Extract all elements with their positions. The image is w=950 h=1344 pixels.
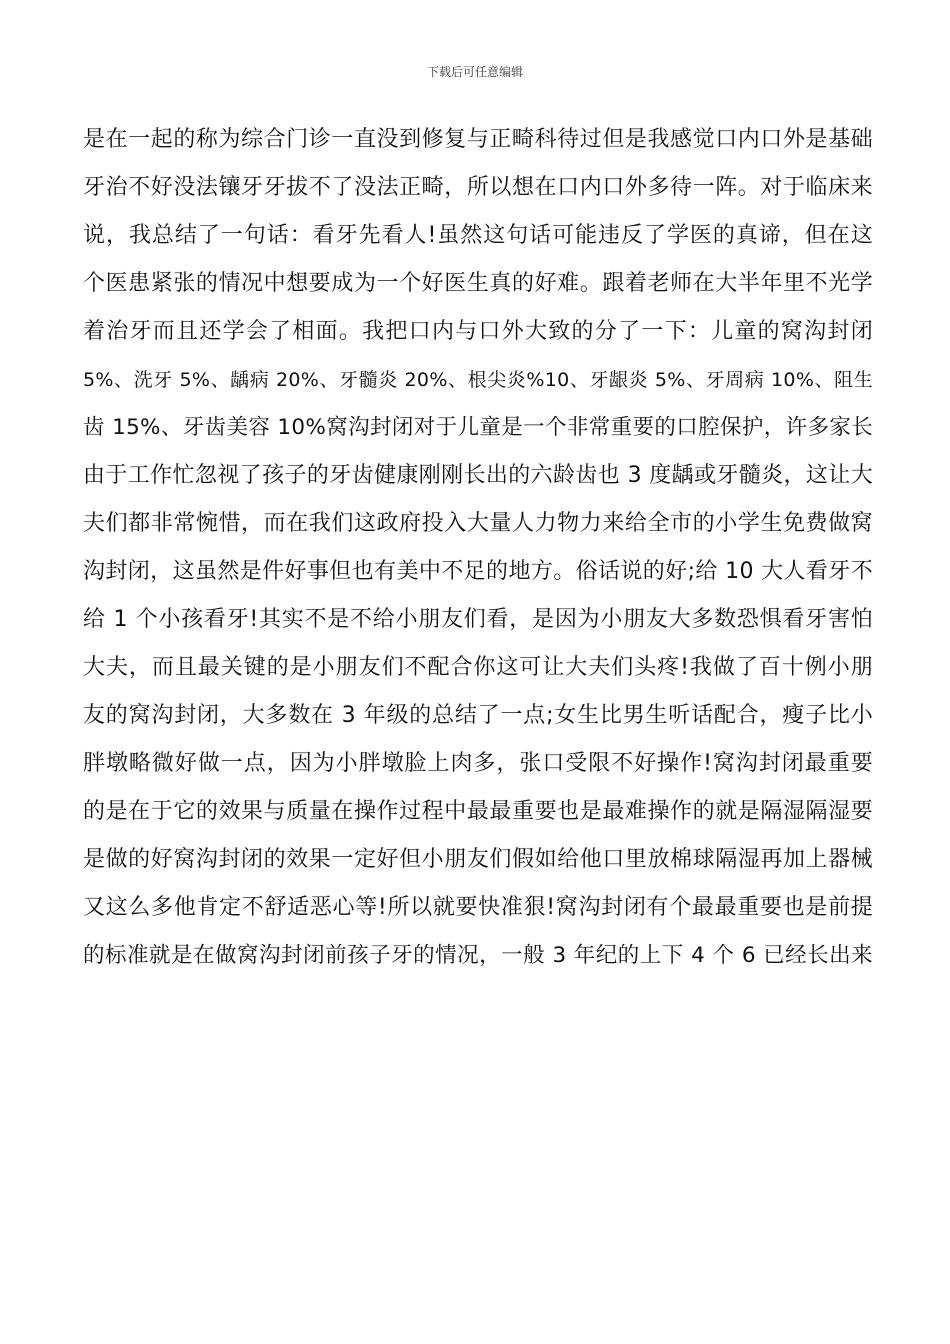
text-line: 5%、洗牙 5%、龋病 20%、牙髓炎 20%、根尖炎%10、牙龈炎 5%、牙周病 10%、阻生 xyxy=(83,369,873,391)
page-header: 下载后可任意编辑 xyxy=(426,65,523,79)
text-line: 说，我总结了一句话：看牙先看人!虽然这句话可能违反了学医的真谛，但在这 xyxy=(83,223,873,248)
text-line: 个医患紧张的情况中想要成为一个好医生真的好难。跟着老师在大半年里不光学 xyxy=(83,271,873,296)
text-line: 的标准就是在做窝沟封闭前孩子牙的情况，一般 3 年纪的上下 4 个 6 已经长出来 xyxy=(83,943,873,968)
text-line: 夫们都非常惋惜，而在我们这政府投入大量人力物力来给全市的小学生免费做窝 xyxy=(83,511,873,536)
text-line: 齿 15%、牙齿美容 10%窝沟封闭对于儿童是一个非常重要的口腔保护，许多家长 xyxy=(83,415,873,440)
text-line: 是做的好窝沟封闭的效果一定好但小朋友们假如给他口里放棉球隔湿再加上器械 xyxy=(83,847,873,872)
text-line: 是在一起的称为综合门诊一直没到修复与正畸科待过但是我感觉口内口外是基础 xyxy=(83,127,873,152)
text-line: 胖墩略微好做一点，因为小胖墩脸上肉多，张口受限不好操作!窝沟封闭最重要 xyxy=(83,751,873,776)
text-line: 牙治不好没法镶牙牙拔不了没法正畸，所以想在口内口外多待一阵。对于临床来 xyxy=(83,175,873,200)
text-line: 友的窝沟封闭，大多数在 3 年级的总结了一点;女生比男生听话配合，瘦子比小 xyxy=(83,703,873,728)
text-line: 大夫，而且最关键的是小朋友们不配合你这可让大夫们头疼!我做了百十例小朋 xyxy=(83,655,873,680)
document-body xyxy=(83,116,873,980)
text-line: 着治牙而且还学会了相面。我把口内与口外大致的分了一下：儿童的窝沟封闭 xyxy=(83,319,873,344)
text-line: 沟封闭，这虽然是件好事但也有美中不足的地方。俗话说的好;给 10 大人看牙不 xyxy=(83,559,873,584)
text-line: 给 1 个小孩看牙!其实不是不给小朋友们看，是因为小朋友大多数恐惧看牙害怕 xyxy=(83,607,873,632)
text-line: 又这么多他肯定不舒适恶心等!所以就要快准狠!窝沟封闭有个最最重要也是前提 xyxy=(83,895,873,920)
text-line: 由于工作忙忽视了孩子的牙齿健康刚刚长出的六龄齿也 3 度龋或牙髓炎，这让大 xyxy=(83,463,873,488)
text-line: 的是在于它的效果与质量在操作过程中最最重要也是最难操作的就是隔湿隔湿要 xyxy=(83,799,873,824)
